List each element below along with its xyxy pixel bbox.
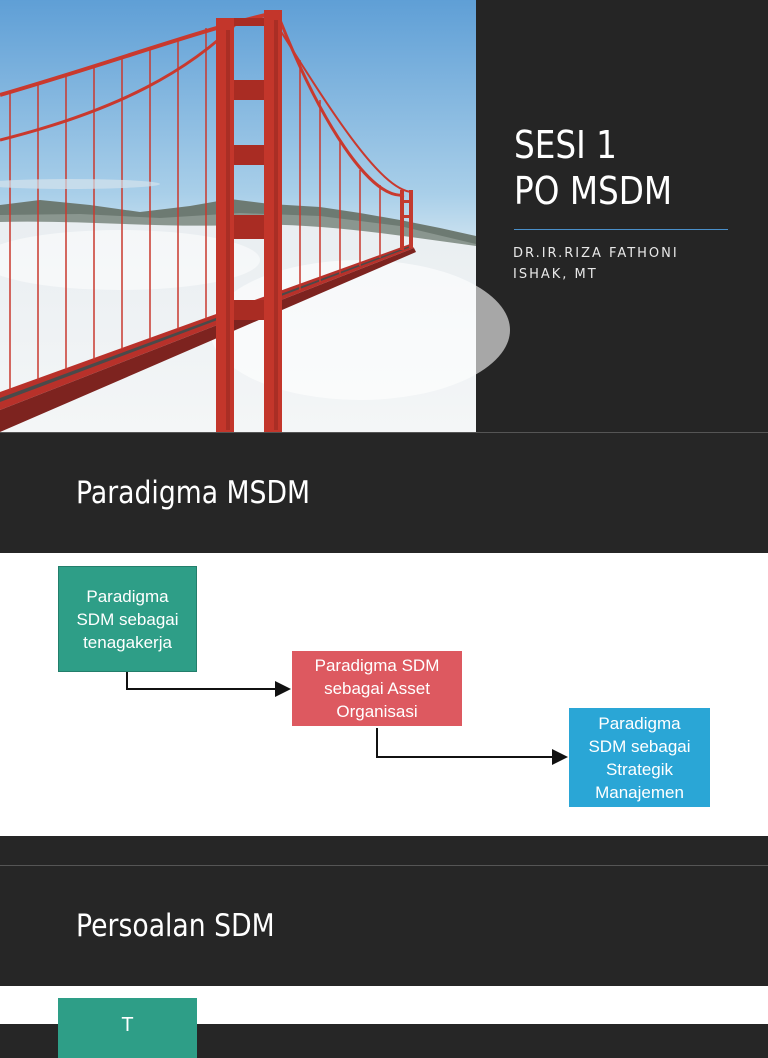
box-line: Paradigma (86, 586, 169, 606)
title-slide (0, 0, 768, 432)
box-line: Manajemen (595, 782, 684, 802)
slide3-diagram (0, 986, 768, 1036)
slide-title (514, 122, 744, 214)
paradigm-box-strategic (569, 708, 710, 807)
box-line: Paradigma (598, 713, 681, 733)
title-divider (514, 229, 728, 230)
box-line: Strategik (605, 759, 674, 779)
box-text (76, 585, 178, 654)
slide2-heading: Paradigma MSDM (76, 475, 311, 511)
box-text (315, 654, 440, 723)
persoalan-box (58, 998, 197, 1058)
arrow-2 (377, 728, 566, 757)
slide2-header (0, 433, 768, 553)
box-line: Organisasi (336, 702, 418, 721)
slide2-diagram (0, 553, 768, 836)
box-line: sebagai Asset (324, 679, 430, 698)
slide3-header (0, 866, 768, 986)
paradigm-box-workforce (58, 566, 197, 672)
title-line-1: SESI 1 (514, 123, 617, 167)
box-line: SDM sebagai (76, 609, 179, 629)
subtitle-line-2: ISHAK, MT (513, 267, 598, 282)
author-subtitle (513, 243, 743, 285)
slide3-heading: Persoalan SDM (76, 908, 275, 944)
golden-gate-bridge-photo (0, 0, 476, 432)
subtitle-line-1: DR.IR.RIZA FATHONI (513, 246, 679, 261)
arrow-1 (127, 672, 289, 689)
box-text (588, 712, 690, 804)
box-line: tenagakerja (83, 632, 172, 652)
box-partial-text: T (121, 1014, 134, 1036)
paradigm-box-asset (292, 651, 462, 726)
box-line: SDM sebagai (588, 736, 691, 756)
box-line: Paradigma SDM (314, 656, 440, 675)
title-line-2: PO MSDM (514, 169, 673, 213)
